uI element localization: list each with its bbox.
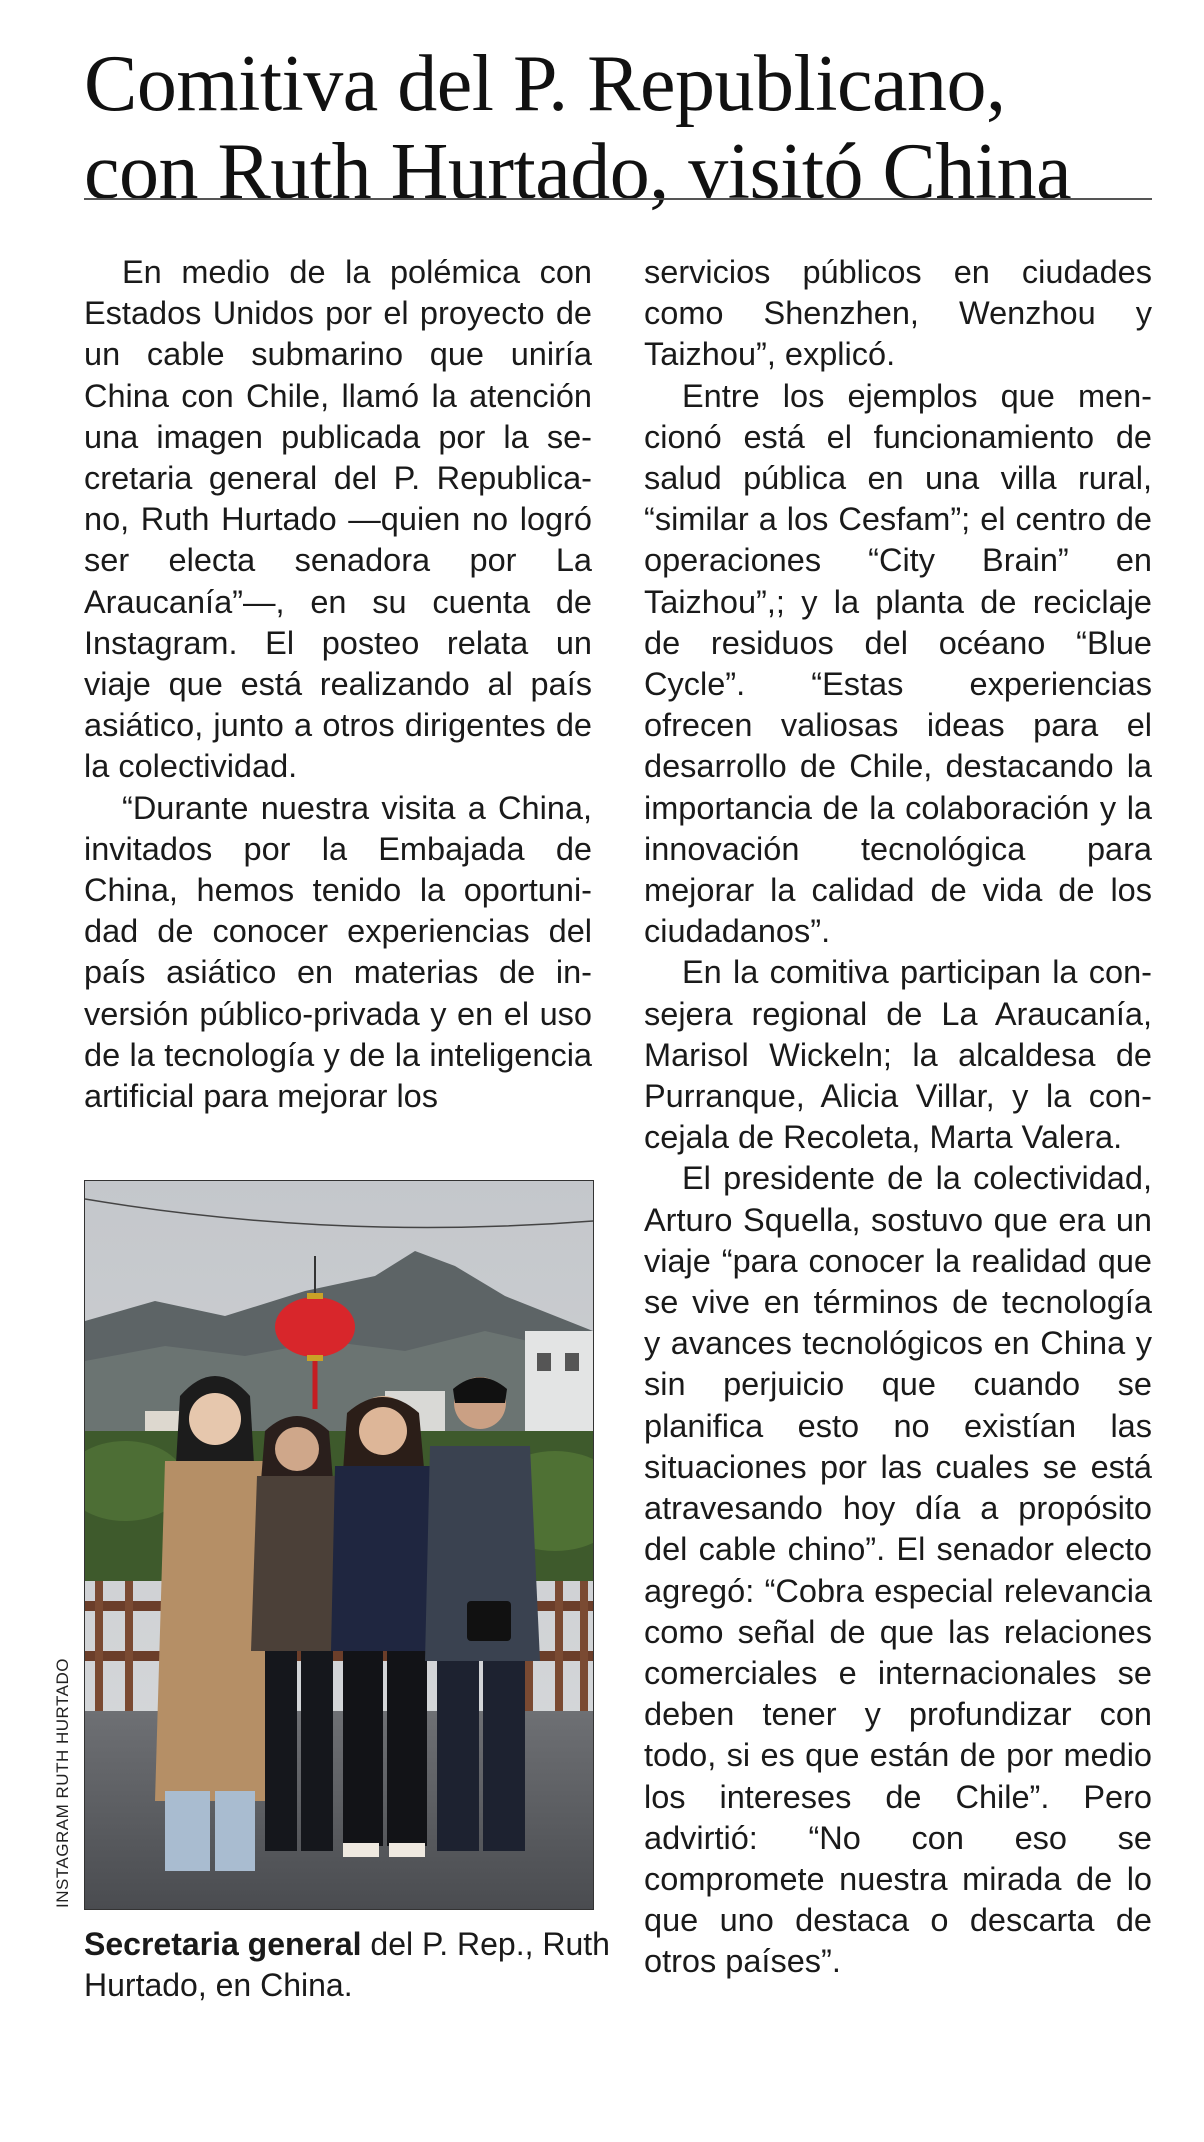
article-photo	[84, 1180, 594, 1910]
article-column-right	[644, 252, 1152, 1983]
photo-illustration	[85, 1181, 593, 1909]
paragraph: Entre los ejemplos que mencionó está el funcionamiento de salud pública en una villa rural, “similar a los Cesfam”; el centro de operaciones “City Brain” en Taizhou”,; y la planta de reciclaje de residuos del océano “Blue Cycle”. “Estas experiencias ofrecen valiosas ideas para el desarrollo de Chile, destacando la importancia de la colaboración y la innovación tecnológica para mejorar la calidad de vida de los ciudadanos”.	[644, 377, 1152, 950]
paragraph-continuation: servicios públicos en ciudades como Shenzhen, Wenzhou y Taizhou”, explicó.	[644, 254, 1152, 373]
headline-line-1: Comitiva del P. Republicano,	[84, 40, 1006, 128]
paragraph: “Durante nuestra visita a China, invitados por la Embajada de China, hemos tenido la oportunidad de conocer experiencias del país asiático en materias de inversión público-privada y en el uso de la tecnología y de la inteligencia artificial para mejorar los	[84, 789, 592, 1115]
headline-line-2: con Ruth Hurtado, visitó China	[84, 128, 1072, 216]
photo-caption	[84, 1924, 614, 2006]
caption-bold: Secretaria general	[84, 1926, 362, 1962]
paragraph: En la comitiva participan la consejera regional de La Araucanía, Marisol Wickeln; la alcaldesa de Purranque, Alicia Villar, y la concejala de Recoleta, Marta Valera.	[644, 954, 1152, 1156]
red-lantern	[275, 1297, 355, 1357]
article-column-left	[84, 252, 592, 1117]
caption-text: del P. Rep., Ruth Hurtado, en China.	[84, 1926, 610, 2003]
headline-rule	[84, 198, 1152, 200]
paragraph: En medio de la polémica con Estados Unidos por el proyecto de un cable submarino que uniría China con Chile, llamó la atención una imagen publicada por la secretaria general del P. Republicano, Ruth Hurtado —quien no logró ser electa senadora por La Araucanía”—, en su cuenta de Instagram. El posteo relata un viaje que está realizando al país asiático, junto a otros dirigentes de la colectividad.	[84, 254, 592, 785]
headline	[84, 40, 1154, 216]
paragraph: El presidente de la colectividad, Arturo Squella, sostuvo que era un viaje “para conocer la realidad que se vive en términos de tecnología y avances tecnológicos en China y sin perjuicio que cuando se planifica esto no existían las situaciones por las cuales se está atravesando hoy día a propósito del cable chino”. El senador electo agregó: “Cobra especial relevancia como señal de que las relaciones comerciales e internacionales se deben tener y profundizar con todo, si es que están de por medio los intereses de Chile”. Pero advirtió: “No con eso se compromete nuestra mirada de lo que uno destaca o descarta de otros países”.	[644, 1160, 1152, 1980]
